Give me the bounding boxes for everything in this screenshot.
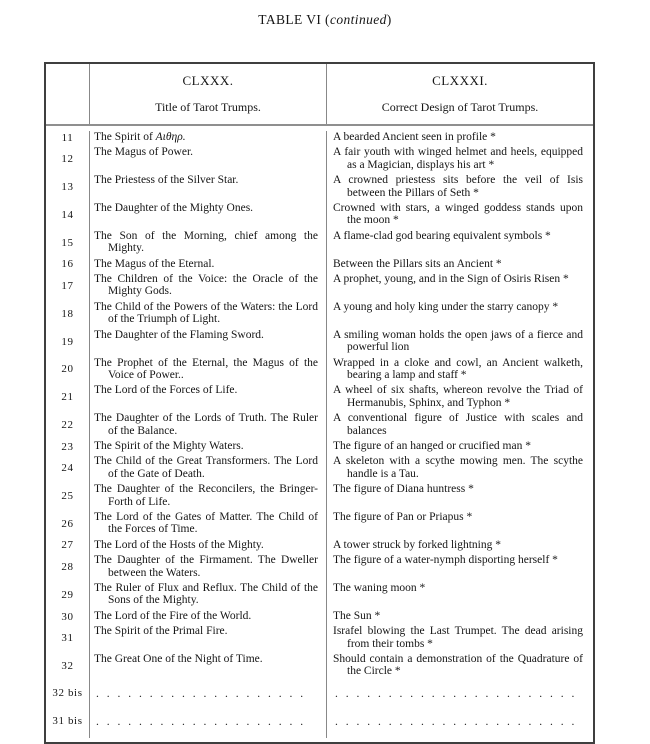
table-row [46,412,593,440]
tarot-design-cell: A young and holy king under the starry canopy * [333,300,559,313]
table-row [46,329,593,357]
row-number: 22 [46,412,90,440]
tarot-design-cell: A conventional figure of Justice with scales and balances [333,412,583,437]
tarot-design-cell: A crowned priestess sits before the veil of Isis between the Pillars of Seth * [333,174,583,199]
tarot-design-cell: Israfel blowing the Last Trumpet. The dead arising from their tombs * [333,625,583,650]
table-row [46,539,593,554]
tarot-title-cell: The Daughter of the Reconcilers, the Bringer-Forth of Life. [90,483,327,511]
tarot-title-cell: The Prophet of the Eternal, the Magus of the Voice of Power.. [90,357,327,385]
table-row [46,554,593,582]
tarot-title-cell: The Lord of the Fire of the World. [90,610,327,625]
greek-aethyr-text: Αιθηρ. [155,131,186,143]
tarot-design-cell: A tower struck by forked lightning * [333,538,502,551]
row-number: 29 [46,582,90,610]
table-row [46,455,593,483]
table-row [46,610,593,625]
row-number: 30 [46,610,90,625]
table-header-row [46,64,593,126]
tarot-title-cell: The Priestess of the Silver Star. [90,174,327,202]
tarot-design-cell: The waning moon * [333,582,426,594]
header-number-cell [46,64,90,124]
row-number: 32 [46,653,90,681]
row-number: 27 [46,539,90,554]
table-row [46,230,593,258]
page-title-close: ) [386,12,392,27]
table-row [46,258,593,273]
table-row [46,625,593,653]
tarot-design-cell: The Sun * [333,609,381,622]
table-row [46,384,593,412]
table-row [46,511,593,539]
tarot-design-cell: Wrapped in a cloke and cowl, an Ancient walketh, bearing a lamp and staff * [333,356,583,381]
tarot-design-cell: A flame-clad god bearing equivalent symbols * [333,229,551,242]
tarot-design-cell: The figure of a water-nymph disporting herself * [333,554,558,567]
column-label-correct-design: Correct Design of Tarot Trumps. [381,100,539,114]
tarot-design-cell: Crowned with stars, a winged goddess stands upon the moon * [333,202,583,227]
header-title-column [90,64,327,124]
row-number: 25 [46,483,90,511]
tarot-title-cell: The Daughter of the Flaming Sword. [90,329,327,357]
row-number: 26 [46,511,90,539]
column-numeral-clxxxi: CLXXXI. [432,73,488,88]
column-numeral-clxxx: CLXXX. [182,73,234,88]
row-number: 11 [46,131,90,146]
table-row [46,202,593,230]
tarot-title-cell: The Ruler of Flux and Reflux. The Child of the Sons of the Mighty. [90,582,327,610]
table-row [46,273,593,301]
page-title-continued: continued [329,12,387,27]
row-number: 21 [46,384,90,412]
table-row [46,357,593,385]
tarot-title-cell: The Magus of the Eternal. [90,258,327,273]
tarot-design-cell: . . . . . . . . . . . . . . . . . . . . . . . [335,716,575,729]
row-number: 14 [46,202,90,230]
tarot-trumps-table [44,62,595,744]
tarot-title-cell: The Daughter of the Firmament. The Dweller between the Waters. [90,554,327,582]
table-row [46,653,593,681]
tarot-title-cell: The Son of the Morning, chief among the Mighty. [90,230,327,258]
tarot-title-cell: . . . . . . . . . . . . . . . . . . . . [90,681,327,709]
table-row [46,709,593,737]
tarot-title-cell: The Daughter of the Lords of Truth. The Ruler of the Balance. [90,412,327,440]
page-title [0,12,650,28]
row-number: 18 [46,301,90,329]
tarot-title-cell: The Great One of the Night of Time. [90,653,327,681]
tarot-title-cell: The Children of the Voice: the Oracle of the Mighty Gods. [90,273,327,301]
tarot-title-cell: The Spirit of the Mighty Waters. [90,440,327,455]
row-number: 17 [46,273,90,301]
tarot-design-cell: A smiling woman holds the open jaws of a fierce and powerful lion [333,328,583,354]
tarot-design-cell: The figure of an hanged or crucified man * [333,439,531,452]
tarot-design-cell: A skeleton with a scythe mowing men. The scythe handle is a Tau. [333,455,583,480]
table-body [46,126,593,742]
tarot-title-cell: The Spirit of Αιθηρ. [90,131,327,146]
table-row [46,146,593,174]
tarot-title-cell: . . . . . . . . . . . . . . . . . . . . [90,709,327,737]
table-row [46,681,593,709]
row-number: 20 [46,357,90,385]
table-row [46,440,593,455]
row-number: 19 [46,329,90,357]
tarot-title-cell: The Lord of the Forces of Life. [90,384,327,412]
tarot-design-cell: The figure of Diana huntress * [333,483,474,496]
tarot-design-cell: Between the Pillars sits an Ancient * [333,257,502,270]
row-number: 24 [46,455,90,483]
tarot-design-cell: The figure of Pan or Priapus * [333,510,473,523]
tarot-design-cell: . . . . . . . . . . . . . . . . . . . . . . . [335,687,575,700]
tarot-title-cell: The Daughter of the Mighty Ones. [90,202,327,230]
row-number: 12 [46,146,90,174]
row-number: 16 [46,258,90,273]
tarot-design-cell: A fair youth with winged helmet and heels, equipped as a Magician, displays his art * [333,146,583,171]
table-row [46,483,593,511]
row-number: 23 [46,440,90,455]
row-number: 28 [46,554,90,582]
table-row [46,174,593,202]
table-row [46,131,593,146]
tarot-title-cell: The Magus of Power. [90,146,327,174]
row-number: 15 [46,230,90,258]
header-design-column [327,64,593,124]
tarot-title-cell: The Spirit of the Primal Fire. [90,625,327,653]
row-number: 31 [46,625,90,653]
row-number: 32 bis [46,681,90,709]
table-row [46,301,593,329]
row-number: 13 [46,174,90,202]
table-row [46,582,593,610]
tarot-title-cell: The Lord of the Gates of Matter. The Child of the Forces of Time. [90,511,327,539]
page-title-text: TABLE VI ( [258,12,330,27]
tarot-design-cell: A prophet, young, and in the Sign of Osiris Risen * [333,273,569,286]
tarot-title-cell: The Lord of the Hosts of the Mighty. [90,539,327,554]
tarot-design-cell: Should contain a demonstration of the Quadrature of the Circle * [333,653,583,678]
column-label-title-of-tarot-trumps: Title of Tarot Trumps. [155,100,261,114]
tarot-title-cell: The Child of the Great Transformers. The Lord of the Gate of Death. [90,455,327,483]
tarot-design-cell: A wheel of six shafts, whereon revolve the Triad of Hermanubis, Sphinx, and Typhon * [333,384,583,409]
tarot-design-cell: A bearded Ancient seen in profile * [333,131,496,143]
row-number: 31 bis [46,709,90,737]
tarot-title-cell: The Child of the Powers of the Waters: the Lord of the Triumph of Light. [90,301,327,329]
